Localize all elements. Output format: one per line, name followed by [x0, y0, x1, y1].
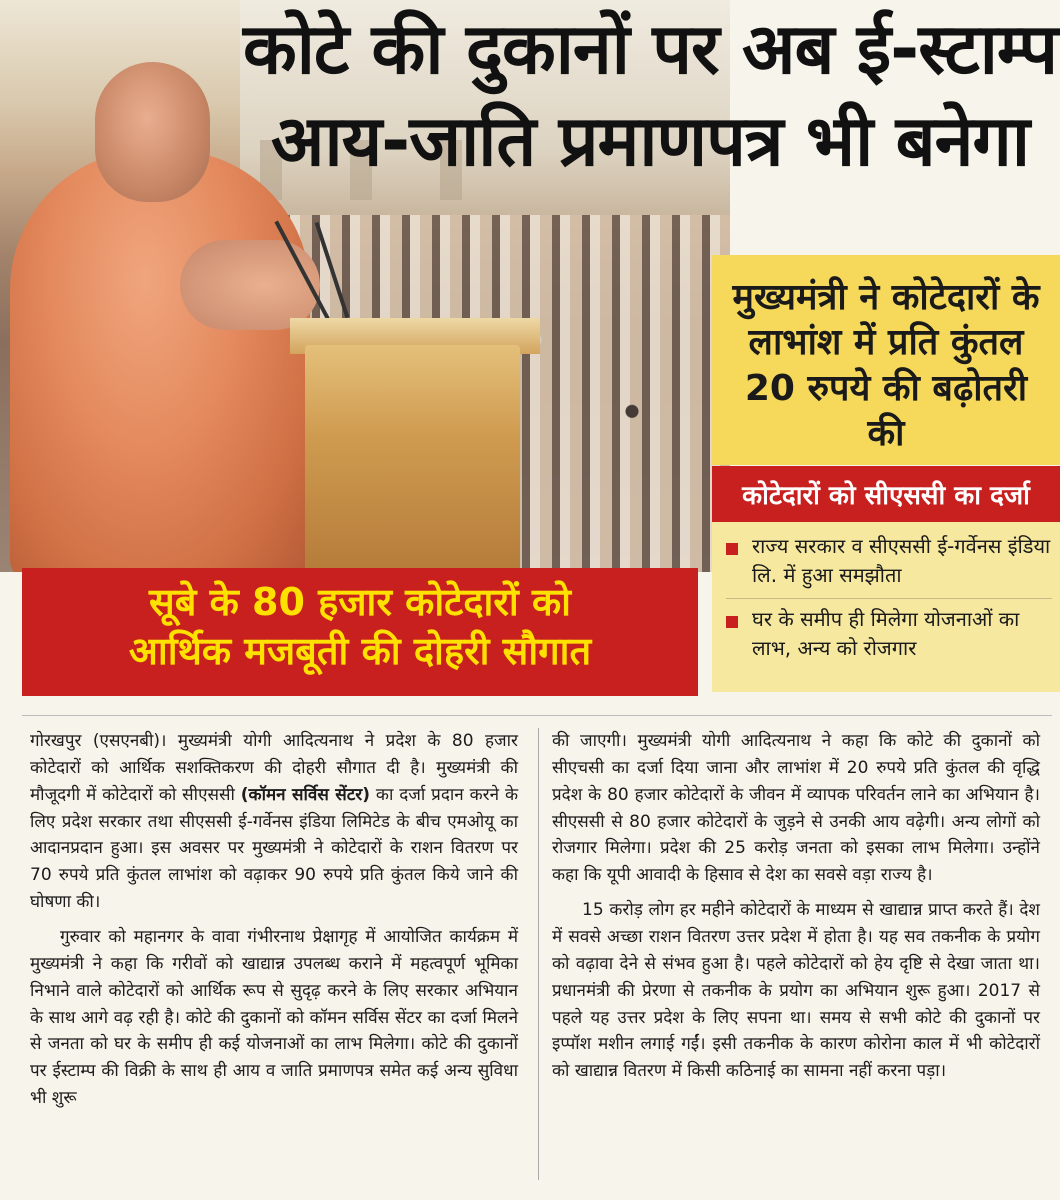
bullet-item [726, 598, 1052, 671]
speaker [10, 150, 310, 572]
headline-line-2: आय-जाति प्रमाणपत्र भी बनेगा [271, 100, 1029, 182]
paragraph: की जाएगी। मुख्यमंत्री योगी आदित्यनाथ ने कहा कि कोटे की दुकानों को सीएचसी का दर्जा दिया जाना और लाभांश में 20 रुपये प्रति कुंतल की वृद्धि प्रदेश के 80 हजार कोटेदारों के जीवन में व्यापक परिवर्तन लाने का अभियान है। सीएससी से 80 हजार कोटेदारों के जुड़ने से उनकी आय वढ़ेगी। अन्य लोगों को रोजगार मिलेगा। प्रदेश की 25 करोड़ जनता को इसका लाभ मिलेगा। उन्होंने कहा कि यूपी आवादी के हिसाव से देश का सवसे वड़ा राज्य है। [552, 731, 1040, 886]
paragraph [30, 728, 518, 916]
banner-line-1: सूबे के 80 हजार कोटेदारों को [149, 580, 571, 624]
banner-line-2: आर्थिक मजबूती की दोहरी सौगात [128, 629, 592, 674]
bold-term: (कॉमन सर्विस सेंटर) [240, 784, 371, 805]
text-run: गोरखपुर (एसएनबी)। मुख्यमंत्री योगी आदित्यनाथ ने प्रदेश के 80 हजार कोटेदारों को आर्थिक सशक्तिकरण की दोहरी सौगात दी है। मुख्यमंत्री की मौजूदगी में कोटेदारों को सीएससी [30, 731, 518, 805]
highlight-strip: कोटेदारों को सीएससी का दर्जा [712, 466, 1060, 522]
paragraph: गुरुवार को महानगर के वावा गंभीरनाथ प्रेक्षागृह में आयोजित कार्यक्रम में मुख्यमंत्री ने कहा कि गरीवों को खाद्यान्न उपलब्ध कराने में महत्वपूर्ण भूमिका निभाने वाले कोटेदारों को आर्थिक रूप से सुदृढ़ करने के लिए सरकार अभियान के साथ आगे वढ़ रही है। कोटे की दुकानों को कॉमन सर्विस सेंटर का दर्जा मिलने से जनता को घर के समीप ही कई योजनाओं का लाभ मिलेगा। कोटे की दुकानों पर ईस्टाम्प की विक्री के साथ ही आय व जाति प्रमाणपत्र समेत कई अन्य सुविधा भी शुरू [30, 927, 518, 1109]
red-banner [22, 568, 698, 696]
headline [240, 8, 1060, 182]
podium [305, 345, 520, 572]
bullet-list [712, 522, 1060, 692]
text-run: का दर्जा प्रदान करने के लिए प्रदेश सरकार तथा सीएससी ई-गर्वेनस इंडिया लिमिटेड के बीच एमओयू का आदानप्रदान हुआ। इस अवसर पर मुख्यमंत्री ने कोटेदारों के राशन वितरण पर 70 रुपये प्रति कुंतल लाभांश को वढ़ाकर 90 रुपये प्रति कुंतल किये जाने की घोषणा की। [30, 784, 518, 913]
article-body [30, 728, 1040, 1188]
bullet-text: घर के समीप ही मिलेगा योजनाओं का लाभ, अन्य को रोजगार [752, 607, 1020, 660]
red-square-icon [726, 543, 738, 555]
subhead-text: मुख्यमंत्री ने कोटेदारों के लाभांश में प्रति कुंतल 20 रुपये की बढ़ोतरी की [732, 277, 1040, 455]
bullet-item [726, 532, 1052, 598]
speaker-head [95, 62, 210, 202]
divider [22, 715, 1052, 716]
speaker-arm [180, 240, 320, 330]
red-square-icon [726, 616, 738, 628]
subhead-box [712, 255, 1060, 465]
headline-line-1: कोटे की दुकानों पर अब ई-स्टाम्प [243, 8, 1057, 90]
bullet-text: राज्य सरकार व सीएससी ई-गर्वेनस इंडिया लि. में हुआ समझौता [752, 534, 1051, 587]
article-column-1 [30, 728, 518, 1188]
article-column-2 [552, 728, 1040, 1188]
paragraph: 15 करोड़ लोग हर महीने कोटेदारों के माध्यम से खाद्यान्न प्राप्त करते हैं। देश में सवसे अच्छा राशन वितरण उत्तर प्रदेश में होता है। यह सव तकनीक के प्रयोग को वढ़ावा देने से संभव हुआ है। पहले कोटेदारों को हेय दृष्टि से देखा जाता था। प्रधानमंत्री की प्रेरणा से तकनीक के प्रयोग का अभियान शुरू हुआ। 2017 से पहले यह उत्तर प्रदेश के लिए सपना था। समय से सभी कोटे की दुकानों पर इप्पॉश मशीन लगाई गईं। इसी तकनीक के कारण कोरोना काल में भी कोटेदारों को खाद्यान्न वितरण में किसी कठिनाई का सामना नहीं करना पड़ा। [552, 900, 1040, 1082]
